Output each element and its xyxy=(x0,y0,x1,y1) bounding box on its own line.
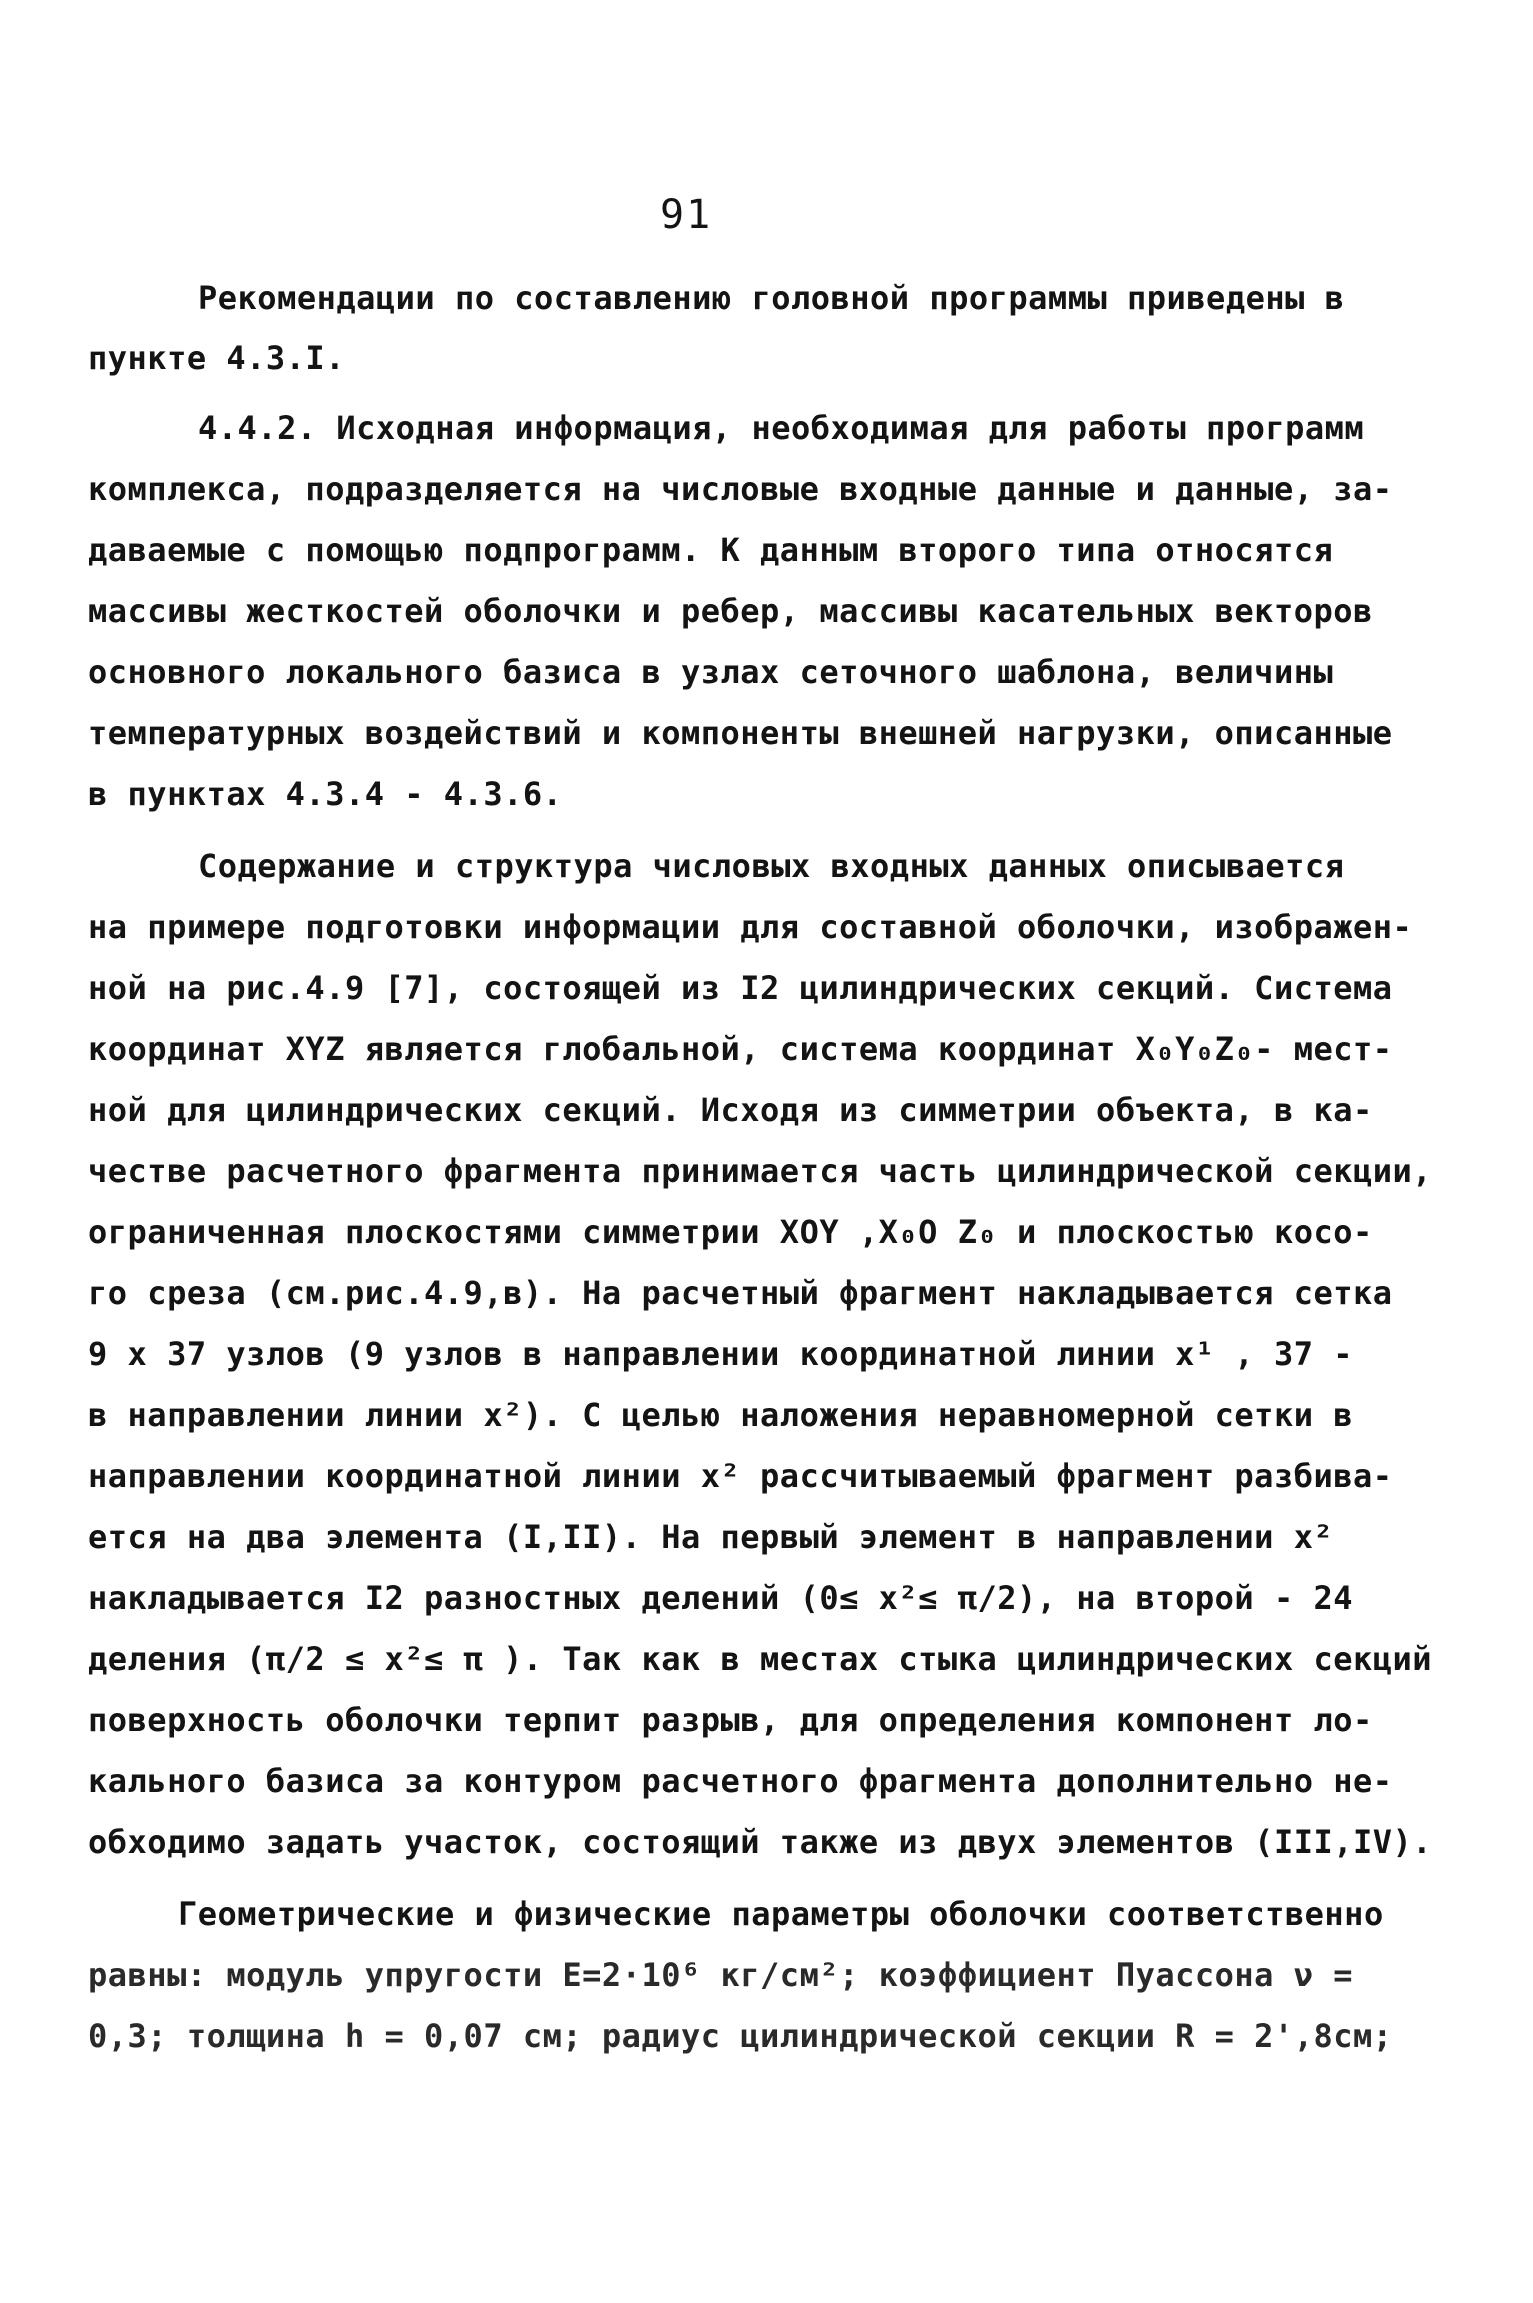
text-line: комплекса, подразделяется на числовые входные данные и данные, за- xyxy=(88,470,1393,508)
text-line: массивы жесткостей оболочки и ребер, массивы касательных векторов xyxy=(88,592,1373,630)
text-line: обходимо задать участок, состоящий также из двух элементов (III,IV). xyxy=(88,1823,1433,1861)
text-line: 0,3; толщина h = 0,07 см; радиус цилиндрической секции R = 2',8см; xyxy=(88,2017,1393,2055)
text-line: температурных воздействий и компоненты внешней нагрузки, описанные xyxy=(88,714,1393,752)
text-line: основного локального базиса в узлах сеточного шаблона, величины xyxy=(88,653,1334,691)
text-line: даваемые с помощью подпрограмм. К данным второго типа относятся xyxy=(88,531,1334,569)
text-line: накладывается I2 разностных делений (0≤ x²≤ π/2), на второй - 24 xyxy=(88,1579,1353,1617)
text-line: в пунктах 4.3.4 - 4.3.6. xyxy=(88,775,563,813)
text-line: равны: модуль упругости E=2·10⁶ кг/см²; коэффициент Пуассона ν = xyxy=(88,1956,1353,1994)
text-line: честве расчетного фрагмента принимается часть цилиндрической секции, xyxy=(88,1152,1433,1190)
page-number: 91 xyxy=(660,192,713,238)
text-line: в направлении линии x²). С целью наложения неравномерной сетки в xyxy=(88,1396,1353,1434)
text-line: направлении координатной линии x² рассчитываемый фрагмент разбива- xyxy=(88,1457,1393,1495)
text-line: Рекомендации по составлению головной программы приведены в xyxy=(198,279,1345,317)
text-line: координат XYZ является глобальной, система координат X₀Y₀Z₀- мест- xyxy=(88,1030,1393,1068)
text-line: поверхность оболочки терпит разрыв, для определения компонент ло- xyxy=(88,1701,1373,1739)
text-line: 9 х 37 узлов (9 узлов в направлении координатной линии x¹ , 37 - xyxy=(88,1335,1353,1373)
text-line: ется на два элемента (I,II). На первый элемент в направлении x² xyxy=(88,1518,1334,1556)
text-line: ной на рис.4.9 [7], состоящей из I2 цилиндрических секций. Система xyxy=(88,969,1393,1007)
text-line: Содержание и структура числовых входных данных описывается xyxy=(198,847,1345,885)
text-line: ограниченная плоскостями симметрии XOY ,X₀O Z₀ и плоскостью косо- xyxy=(88,1213,1373,1251)
text-line: кального базиса за контуром расчетного фрагмента дополнительно не- xyxy=(88,1762,1393,1800)
text-line: пункте 4.3.I. xyxy=(88,339,345,377)
text-line: 4.4.2. Исходная информация, необходимая для работы программ xyxy=(198,409,1365,447)
text-line: го среза (см.рис.4.9,в). На расчетный фрагмент накладывается сетка xyxy=(88,1274,1393,1312)
text-line: ной для цилиндрических секций. Исходя из симметрии объекта, в ка- xyxy=(88,1091,1373,1129)
text-line: деления (π/2 ≤ x²≤ π ). Так как в местах стыка цилиндрических секций xyxy=(88,1640,1433,1678)
text-line: на примере подготовки информации для составной оболочки, изображен- xyxy=(88,908,1413,946)
text-line: Геометрические и физические параметры оболочки соответственно xyxy=(178,1895,1384,1933)
